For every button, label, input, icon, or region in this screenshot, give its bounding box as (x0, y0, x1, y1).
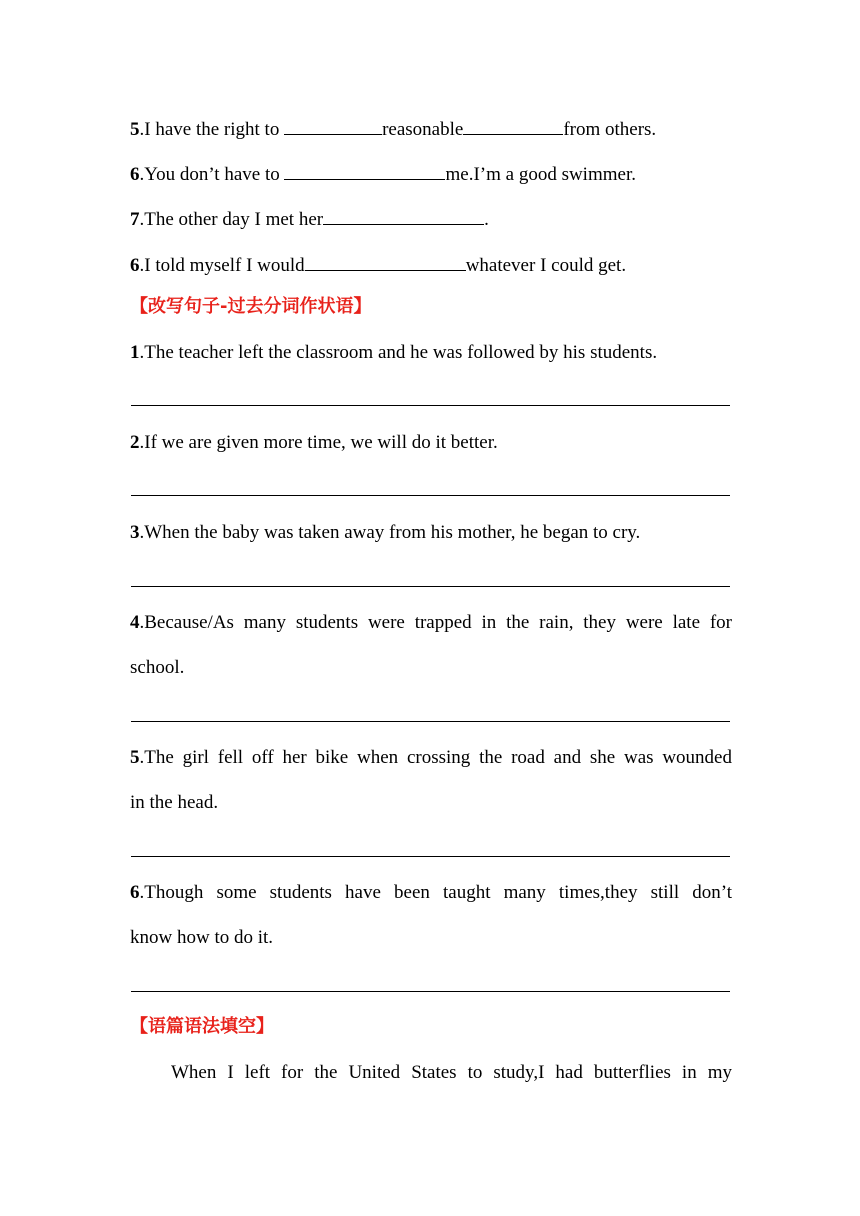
rewrite-item-5 (130, 745, 732, 771)
item-number: 7 (130, 209, 140, 230)
answer-line[interactable] (131, 495, 730, 496)
item-text: reasonable (382, 119, 464, 140)
section-heading-grammar: 【语篇语法填空】 (130, 1016, 274, 1037)
passage-paragraph: When I left for the United States to study,I had butterflies in my (171, 1062, 732, 1083)
item-text: from others. (563, 119, 657, 140)
item-text: .I told myself I would (139, 255, 305, 276)
answer-line[interactable] (131, 405, 730, 406)
rewrite-item-4 (130, 610, 732, 636)
answer-blank[interactable] (284, 159, 445, 180)
item-number: 3 (130, 522, 140, 543)
fill-in-item-6b (130, 250, 732, 279)
item-text: .The girl fell off her bike when crossing the road and she was wounded (139, 747, 732, 768)
item-text: . (484, 209, 489, 230)
item-number: 4 (130, 612, 140, 633)
rewrite-item-6 (130, 880, 732, 906)
rewrite-item-4-cont: school. (130, 657, 185, 678)
rewrite-item-5-cont: in the head. (130, 792, 219, 813)
answer-line[interactable] (131, 991, 730, 992)
rewrite-item-2 (130, 430, 732, 456)
item-number: 1 (130, 342, 140, 363)
item-text: .The other day I met her (139, 209, 324, 230)
item-text: .When the baby was taken away from his mother, he began to cry. (139, 522, 641, 543)
rewrite-item-1 (130, 340, 732, 366)
fill-in-item-6 (130, 159, 732, 188)
item-text: .I have the right to (139, 119, 285, 140)
fill-in-item-7 (130, 204, 732, 233)
item-number: 2 (130, 432, 140, 453)
item-number: 5 (130, 747, 140, 768)
item-text: .If we are given more time, we will do it better. (139, 432, 498, 453)
fill-in-item-5 (130, 114, 732, 143)
item-text: .The teacher left the classroom and he was followed by his students. (139, 342, 658, 363)
item-number: 5 (130, 119, 140, 140)
answer-line[interactable] (131, 586, 730, 587)
item-text: me.I’m a good swimmer. (445, 164, 636, 185)
item-number: 6 (130, 882, 140, 903)
rewrite-item-6-cont: know how to do it. (130, 927, 274, 948)
item-text: whatever I could get. (465, 255, 627, 276)
answer-line[interactable] (131, 721, 730, 722)
item-text: .Though some students have been taught many times,they still don’t (139, 882, 732, 903)
section-heading-rewrite: 【改写句子-过去分词作状语】 (130, 296, 372, 317)
answer-line[interactable] (131, 856, 730, 857)
answer-blank[interactable] (284, 114, 382, 135)
item-text: .Because/As many students were trapped in the rain, they were late for (139, 612, 732, 633)
answer-blank[interactable] (305, 250, 466, 271)
rewrite-item-3 (130, 520, 732, 546)
answer-blank[interactable] (323, 204, 484, 225)
item-text: .You don’t have to (139, 164, 285, 185)
item-number: 6 (130, 255, 140, 276)
item-number: 6 (130, 164, 140, 185)
answer-blank[interactable] (463, 114, 563, 135)
